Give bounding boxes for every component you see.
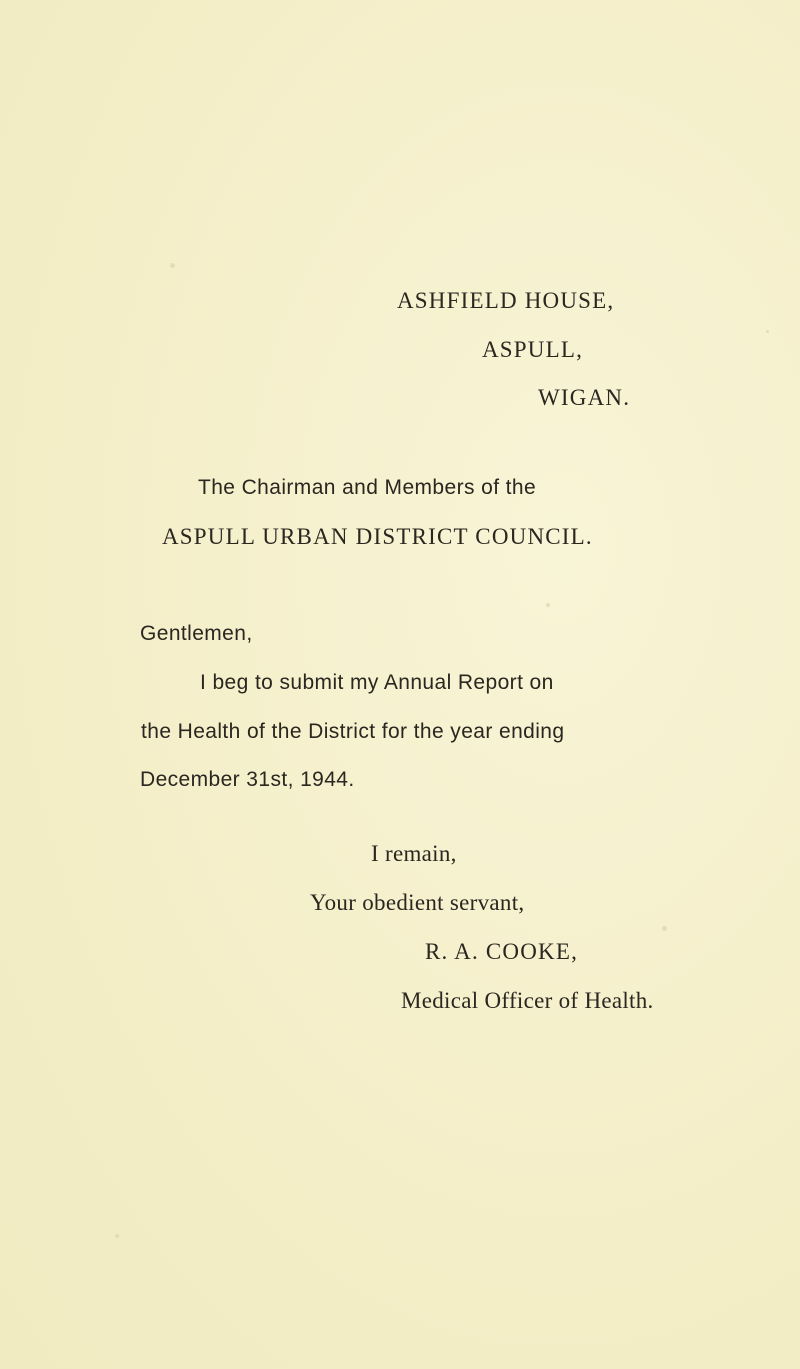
recipient-line-1: The Chairman and Members of the <box>198 476 537 499</box>
address-line-2: ASPULL, <box>482 337 584 362</box>
paper-speck <box>766 330 769 333</box>
signatory-title: Medical Officer of Health. <box>401 988 654 1013</box>
paper-speck <box>170 263 175 268</box>
closing-remain: I remain, <box>371 841 457 866</box>
address-line-3: WIGAN. <box>538 385 631 410</box>
signatory-name: R. A. COOKE, <box>425 939 579 964</box>
body-line-2: the Health of the District for the year ending <box>141 720 565 743</box>
paper-speck <box>662 926 667 931</box>
address-line-1: ASHFIELD HOUSE, <box>397 288 615 313</box>
body-line-3: December 31st, 1944. <box>140 768 355 791</box>
paper-speck <box>115 1234 119 1238</box>
salutation: Gentlemen, <box>140 622 253 645</box>
paper-speck <box>546 603 550 607</box>
closing-servant: Your obedient servant, <box>310 890 525 915</box>
recipient-line-2: ASPULL URBAN DISTRICT COUNCIL. <box>162 524 593 549</box>
body-line-1: I beg to submit my Annual Report on <box>200 671 554 694</box>
